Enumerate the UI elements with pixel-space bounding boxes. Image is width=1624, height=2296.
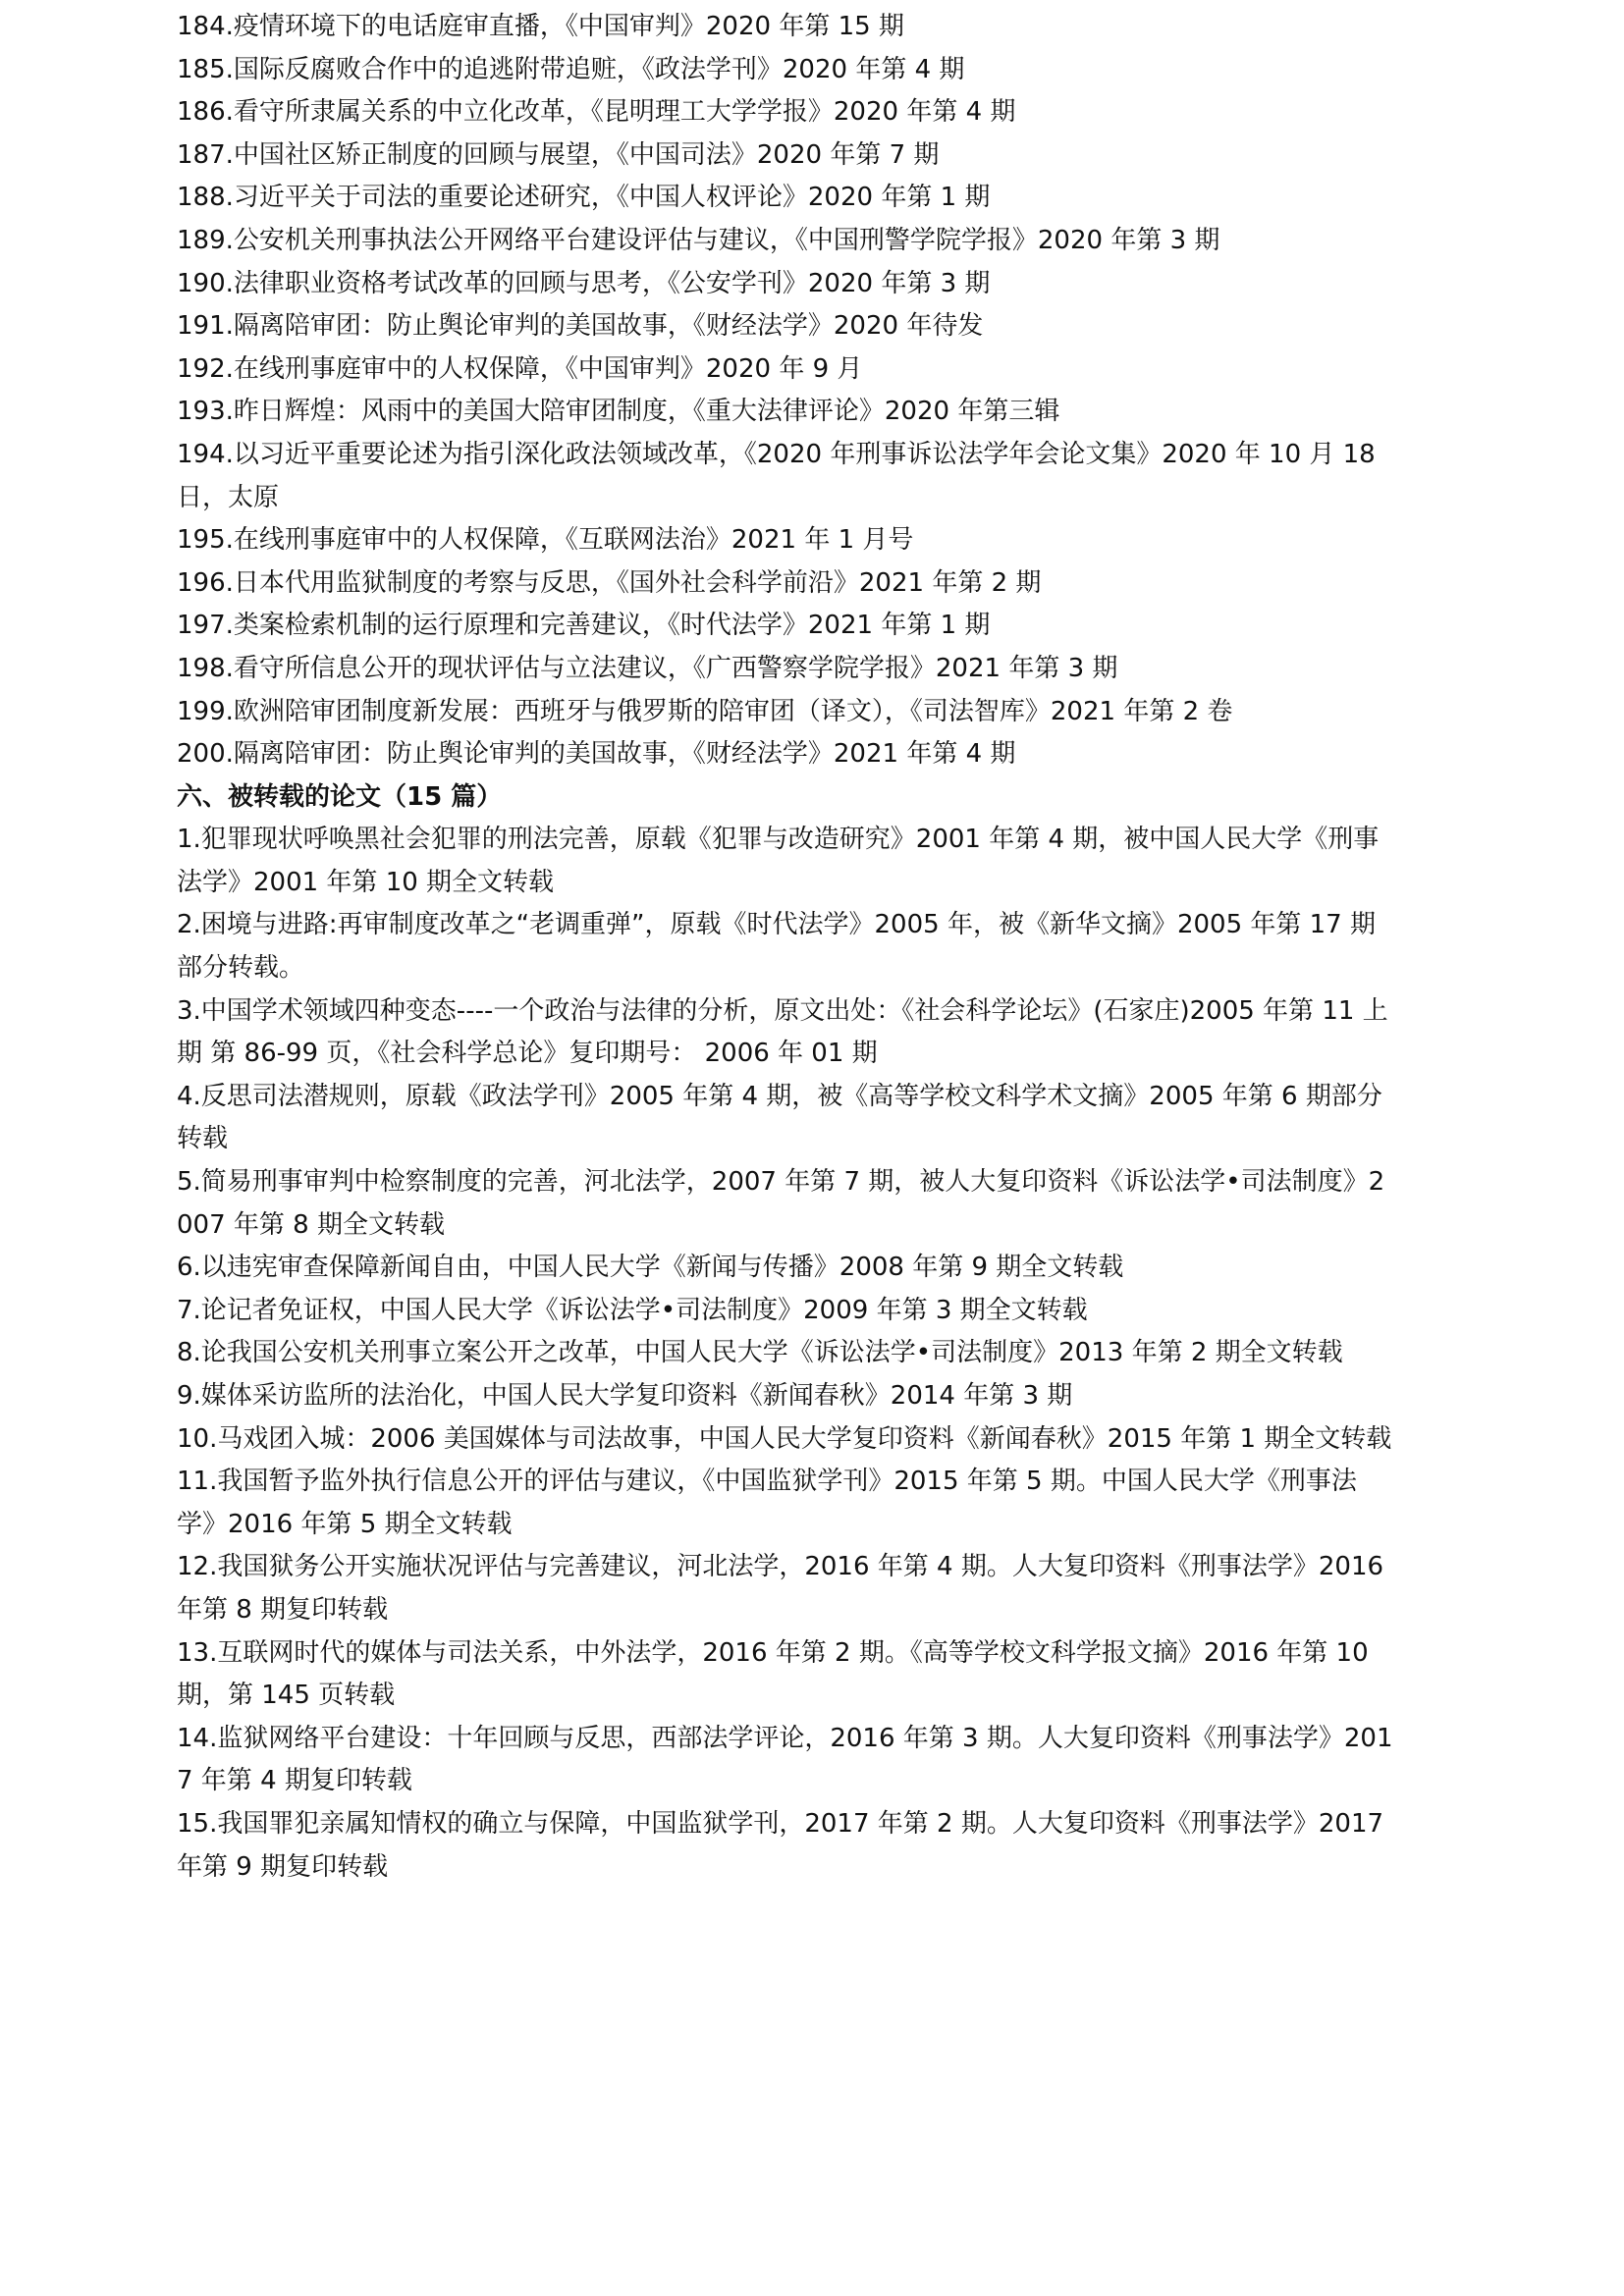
list-item: 193.昨日辉煌：风雨中的美国大陪审团制度，《重大法律评论》2020 年第三辑 [177,397,1060,427]
list-item: 3.中国学术领域四种变态----一个政治与法律的分析，原文出处：《社会科学论坛》(石家庄)2005 年第 11 上期 第 86-99 页，《社会科学总论》复印期号： 2006 年 01 期 [177,995,1388,1069]
list-item: 186.看守所隶属关系的中立化改革，《昆明理工大学学报》2020 年第 4 期 [177,97,1016,128]
list-item: 200.隔离陪审团：防止舆论审判的美国故事，《财经法学》2021 年第 4 期 [177,739,1016,770]
list-item: 197.类案检索机制的运行原理和完善建议，《时代法学》2021 年第 1 期 [177,611,991,641]
list-item: 15.我国罪犯亲属知情权的确立与保障，中国监狱学刊，2017 年第 2 期。人大复印资料《刑事法学》2017 年第 9 期复印转载 [177,1808,1384,1882]
list-item: 196.日本代用监狱制度的考察与反思，《国外社会科学前沿》2021 年第 2 期 [177,567,1042,598]
publication-list [177,6,1394,776]
list-item: 192.在线刑事庭审中的人权保障，《中国审判》2020 年 9 月 [177,353,863,384]
list-item: 5.简易刑事审判中检察制度的完善，河北法学，2007 年第 7 期，被人大复印资料《诉讼法学•司法制度》2007 年第 8 期全文转载 [177,1167,1385,1240]
list-item: 6.以违宪审查保障新闻自由，中国人民大学《新闻与传播》2008 年第 9 期全文转载 [177,1253,1124,1283]
list-item: 8.论我国公安机关刑事立案公开之改革，中国人民大学《诉讼法学•司法制度》2013 年第 2 期全文转载 [177,1338,1343,1368]
list-item: 191.隔离陪审团：防止舆论审判的美国故事，《财经法学》2020 年待发 [177,311,984,342]
list-item: 14.监狱网络平台建设：十年回顾与反思，西部法学评论，2016 年第 3 期。人大复印资料《刑事法学》2017 年第 4 期复印转载 [177,1723,1393,1796]
list-item: 188.习近平关于司法的重要论述研究，《中国人权评论》2020 年第 1 期 [177,183,991,213]
document-body [177,6,1394,1889]
list-item: 195.在线刑事庭审中的人权保障，《互联网法治》2021 年 1 月号 [177,525,914,556]
list-item: 189.公安机关刑事执法公开网络平台建设评估与建议，《中国刑警学院学报》2020 年第 3 期 [177,225,1220,255]
list-item: 2.困境与进路:再审制度改革之“老调重弹”，原载《时代法学》2005 年，被《新华文摘》2005 年第 17 期部分转载。 [177,910,1376,984]
list-item: 194.以习近平重要论述为指引深化政法领域改革，《2020 年刑事诉讼法学年会论文集》2020 年 10 月 18 日，太原 [177,439,1376,512]
reprinted-papers-list [177,819,1394,1889]
list-item: 12.我国狱务公开实施状况评估与完善建议，河北法学，2016 年第 4 期。人大复印资料《刑事法学》2016 年第 8 期复印转载 [177,1552,1384,1625]
list-item: 13.互联网时代的媒体与司法关系，中外法学，2016 年第 2 期。《高等学校文科学报文摘》2016 年第 10 期，第 145 页转载 [177,1637,1369,1711]
list-item: 11.我国暂予监外执行信息公开的评估与建议，《中国监狱学刊》2015 年第 5 期。中国人民大学《刑事法学》2016 年第 5 期全文转载 [177,1467,1357,1539]
list-item: 190.法律职业资格考试改革的回顾与思考，《公安学刊》2020 年第 3 期 [177,268,991,298]
list-item: 1.犯罪现状呼唤黑社会犯罪的刑法完善，原载《犯罪与改造研究》2001 年第 4 期，被中国人民大学《刑事法学》2001 年第 10 期全文转载 [177,825,1380,897]
list-item: 7.论记者免证权，中国人民大学《诉讼法学•司法制度》2009 年第 3 期全文转载 [177,1295,1088,1325]
list-item: 184.疫情环境下的电话庭审直播，《中国审判》2020 年第 15 期 [177,12,904,41]
list-item: 10.马戏团入城：2006 美国媒体与司法故事，中国人民大学复印资料《新闻春秋》2015 年第 1 期全文转载 [177,1423,1392,1454]
list-item: 4.反思司法潜规则，原载《政法学刊》2005 年第 4 期，被《高等学校文科学术文摘》2005 年第 6 期部分转载 [177,1081,1382,1154]
list-item: 9.媒体采访监所的法治化，中国人民大学复印资料《新闻春秋》2014 年第 3 期 [177,1381,1073,1411]
list-item: 199.欧洲陪审团制度新发展：西班牙与俄罗斯的陪审团（译文），《司法智库》2021 年第 2 卷 [177,696,1233,726]
list-item: 187.中国社区矫正制度的回顾与展望，《中国司法》2020 年第 7 期 [177,139,940,170]
section-heading: 六、被转载的论文（15 篇） [177,781,503,812]
list-item: 185.国际反腐败合作中的追逃附带追赃，《政法学刊》2020 年第 4 期 [177,54,965,84]
list-item: 198.看守所信息公开的现状评估与立法建议，《广西警察学院学报》2021 年第 3 期 [177,653,1118,683]
